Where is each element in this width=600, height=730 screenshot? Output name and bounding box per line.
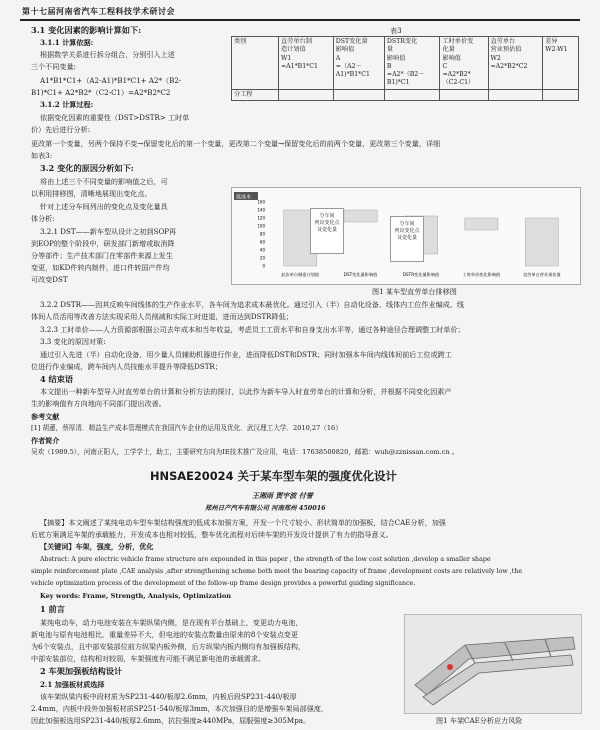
english-keywords: Key words: Frame, Strength, Analysis, Optimization <box>40 592 232 600</box>
table3-row-label: 分工程 <box>232 89 279 100</box>
figure-1-caption: 图1 某车型直劳单台排移图 <box>372 287 457 296</box>
para-line: 某纯电动车，动力电池安装在车架纵梁内侧，是在现有平台基础上，变更动力电池， <box>40 618 303 627</box>
para-line: 3.3 变化的原因对策: <box>40 337 106 346</box>
para-line: 将由上述三个不同变量的影响值之后，可 <box>40 177 168 186</box>
bio-heading: 作者简介 <box>31 436 60 445</box>
para-line: 本文提出一种新车型导入时直劳单台的计算和分析方法的探讨，以此作为新车导入时直劳单台的计算和分析，并根据不同变化因素产 <box>40 387 452 396</box>
para-line: 新电池与原有电池相比，重量差异不大，但电池的安装点数量由原来的8个安装点变更 <box>31 630 298 639</box>
para-line: 2.4mm，内板中段外加强板材质SP251-540/板厚3mm，本次加强目的是增强车架局部强度， <box>31 704 329 713</box>
keywords: 【关键词】车架，强度，分析，优化 <box>40 542 154 551</box>
para-line: 到EOP的整个阶段中，研发部门新增或取消降 <box>31 239 175 248</box>
para-line: 中部安装部位，结构相对较弱，车架强度有可能不满足新电池的承载需求。 <box>31 654 266 663</box>
para-line: 依据变化因素的重要性（DST>DSTR> 工时单 <box>40 113 190 122</box>
heading-2-1: 2.1 加强板材质选择 <box>40 680 105 689</box>
callout-box: 分车间 列出变化点 及变化量 <box>310 208 344 254</box>
para-line: 3.2.1 DST——新车型从设计之初到SOP再 <box>40 227 177 236</box>
formula-line: A1*B1*C1+（A2-A1)*B1*C1+ A2*（B2- <box>40 76 182 85</box>
para-line: 3.2.2 DSTR——因其反映车间线体的生产作业水平，各车间为追求成本最优化。通过引入（半）自动化设备、线体内工位作业编成、线 <box>40 300 464 309</box>
para-line: 如表3: <box>31 151 53 160</box>
table3-header: 直劳单台制 造计划值 W1 =A1*B1*C1 <box>279 37 334 90</box>
frame-figure <box>404 614 582 714</box>
table3-header: 类别 <box>232 37 279 90</box>
x-tick-label: DSTR变化量影响值 <box>402 272 440 277</box>
reference-item: [1] 胡蓮，蔡厚清．精益生产成本管理模式在我国汽车企业的运用及优化．武汉理工大学．2010,27（16） <box>31 424 342 432</box>
chart-bar <box>344 210 377 222</box>
para-line: 位进行作业编成，跨车间内人员技能水平提升等降低DSTR； <box>31 362 222 371</box>
x-tick-label: DST变化量影响值 <box>343 272 378 277</box>
table3-header: 差异 W2-W1 <box>543 37 579 90</box>
heading-1: 1 前言 <box>40 604 65 614</box>
chart-bar <box>525 218 558 266</box>
english-abstract-line: Abstract: A pure electric vehicle frame structure are expounded in this paper , the strength of the low cost solution ,develop a smaller shape <box>40 556 491 563</box>
heading-4: 4 结束语 <box>40 374 74 384</box>
y-tick-label: 160 <box>257 199 265 205</box>
para-line: 通过引入先进（半）自动化设备，用少量人员辅助机器进行作业，进而降低DST和DSTR；同时加强本车间内线体间前后工位或跨工 <box>40 350 452 359</box>
y-tick-label: 100 <box>257 223 265 229</box>
y-tick-label: 60 <box>259 239 265 245</box>
frame-drawing <box>405 615 581 713</box>
para-line: 生的影响值有方向地向不同部门提出改善。 <box>31 399 166 408</box>
heading-3-1-2: 3.1.2 计算过程: <box>40 100 94 109</box>
para-line: 3.2.3 工时单价——人力资源部根据公司去年成本和当年收益，考虑员工工资水平和自身支出水平等，通过各种途径合理调整工时单价； <box>40 325 465 334</box>
header-rule <box>20 19 580 21</box>
formula-line: B1)*C1+ A2*B2*（C2-C1）=A2*B2*C2 <box>31 88 171 97</box>
english-abstract-line: vehicle optimization process of the development of the follow-up frame design provides a powerful guiding significance. <box>31 580 416 587</box>
y-tick-label: 0 <box>262 263 265 269</box>
heading-3-1-1: 3.1.1 计算依据: <box>40 38 94 47</box>
para-line: 因此加强板选用SP231-440/板厚2.6mm，抗拉强度≥440MPa，屈服强度≥305Mpa。 <box>31 716 311 725</box>
y-tick-label: 80 <box>259 231 265 237</box>
paper-authors: 王湘雨 贾宇波 付誉 <box>252 491 313 500</box>
chart-bar <box>465 218 498 230</box>
table3-header: 工时单价变 化量 影响值 C =A2*B2* （C2-C1） <box>440 37 488 90</box>
abstract-line: 后底方案满足车架的承载能力，开发成本也相对较低，整车优化流程对后续车架的开发设计提供了有力的指导意义。 <box>31 530 393 539</box>
legend-label: 低成本 <box>236 194 252 201</box>
table3 <box>231 36 579 101</box>
y-tick-label: 140 <box>257 207 265 213</box>
para-line: 根据数学关系进行拆分组合，分别引入上述 <box>40 50 175 59</box>
figure-1 <box>231 187 581 285</box>
heading-3-2: 3.2 变化的原因分析如下: <box>40 163 134 173</box>
para-line: 体间人员活用等改善方法实现采用人员削减和实际工时进退，进而达到DSTR降低； <box>31 312 293 321</box>
paper-affiliation: 郑州日产汽车有限公司 河南郑州 450016 <box>205 504 326 512</box>
heading-2: 2 车架加强板结构设计 <box>40 666 123 676</box>
para-line: 为6个安装点，且中部安装部位前方纵梁内板外侧，后方纵梁内板内侧均有加强板结构， <box>31 642 306 651</box>
journal-header: 第十七届河南省汽车工程科技学术研讨会 <box>22 6 175 16</box>
frame-figure-caption: 图1 车架CAE分析应力风险 <box>436 716 523 725</box>
x-tick-label: 此次单台制造计划值 <box>281 272 320 277</box>
y-tick-label: 40 <box>259 247 265 253</box>
para-line: 针对上述分车间列出的变化点及变化量具 <box>40 202 168 211</box>
x-tick-label: 直劳单台营业预估值 <box>522 272 561 277</box>
y-tick-label: 120 <box>257 215 265 221</box>
table3-header: DST变化量 影响值 A =（A2－ A1)*B1*C1 <box>333 37 384 90</box>
table3-header: DSTR变化 量 影响值 B =A2*（B2－ B1)*C1 <box>384 37 440 90</box>
para-line: 变更，如KD件转内制件，进口件转国产件均 <box>31 263 170 272</box>
table3-header: 直劳单台 营业预估值 W2 =A2*B2*C2 <box>488 37 543 90</box>
y-tick-label: 20 <box>259 255 265 261</box>
author-bio: 吴欢（1989.5），河南正阳人，工学学士，助工，主要研究方向为IE技术推广及应用，电话：17638500820，邮箱：wuh@zznissan.com.cn 。 <box>31 448 459 456</box>
para-line: 可改变DST <box>31 275 68 284</box>
callout-box: 分车间 列出变化点 及变化量 <box>390 216 424 262</box>
heading-3-1: 3.1 变化因素的影响计算如下: <box>31 25 142 35</box>
english-abstract-line: simple reinforcement plate ,CAE analysis ,after strengthening scheme both meet the bearing capacity of frame ,development costs are relatively low ,the <box>31 568 523 575</box>
para-line: 更改第一个变量，另两个保持不变→保留变化后的第一个变量，更改第二个变量→保留变化后的前两个变量，更改第三个变量，详细 <box>31 139 441 148</box>
stress-hotspot <box>447 664 453 670</box>
x-tick-label: 工时单价变化影响值 <box>462 272 501 277</box>
abstract-line: 【摘要】本文阐述了某纯电动车型车架结构强度的低成本加强方案，开发一个尺寸较小、形状简单的加强板，结合CAE分析，加强 <box>40 518 446 527</box>
para-line: 该车架纵梁内板中段材质为SP231-440/板厚2.6mm，内板后段SP231-440/板厚 <box>40 692 297 701</box>
para-line: 三个不同变量: <box>31 62 76 71</box>
references-heading: 参考文献 <box>31 412 60 421</box>
para-line: 分等部件；生产技术部门在零部件来源上发生 <box>31 251 173 260</box>
table3-caption: 表3 <box>390 26 402 35</box>
para-line: 价）先后进行分析: <box>31 125 91 134</box>
paper-title: HNSAE20024 关于某车型车架的强度优化设计 <box>150 469 397 483</box>
para-line: 以利用排移图，清晰地展现出变化点。 <box>31 189 152 198</box>
para-line: 体分析: <box>31 214 55 223</box>
